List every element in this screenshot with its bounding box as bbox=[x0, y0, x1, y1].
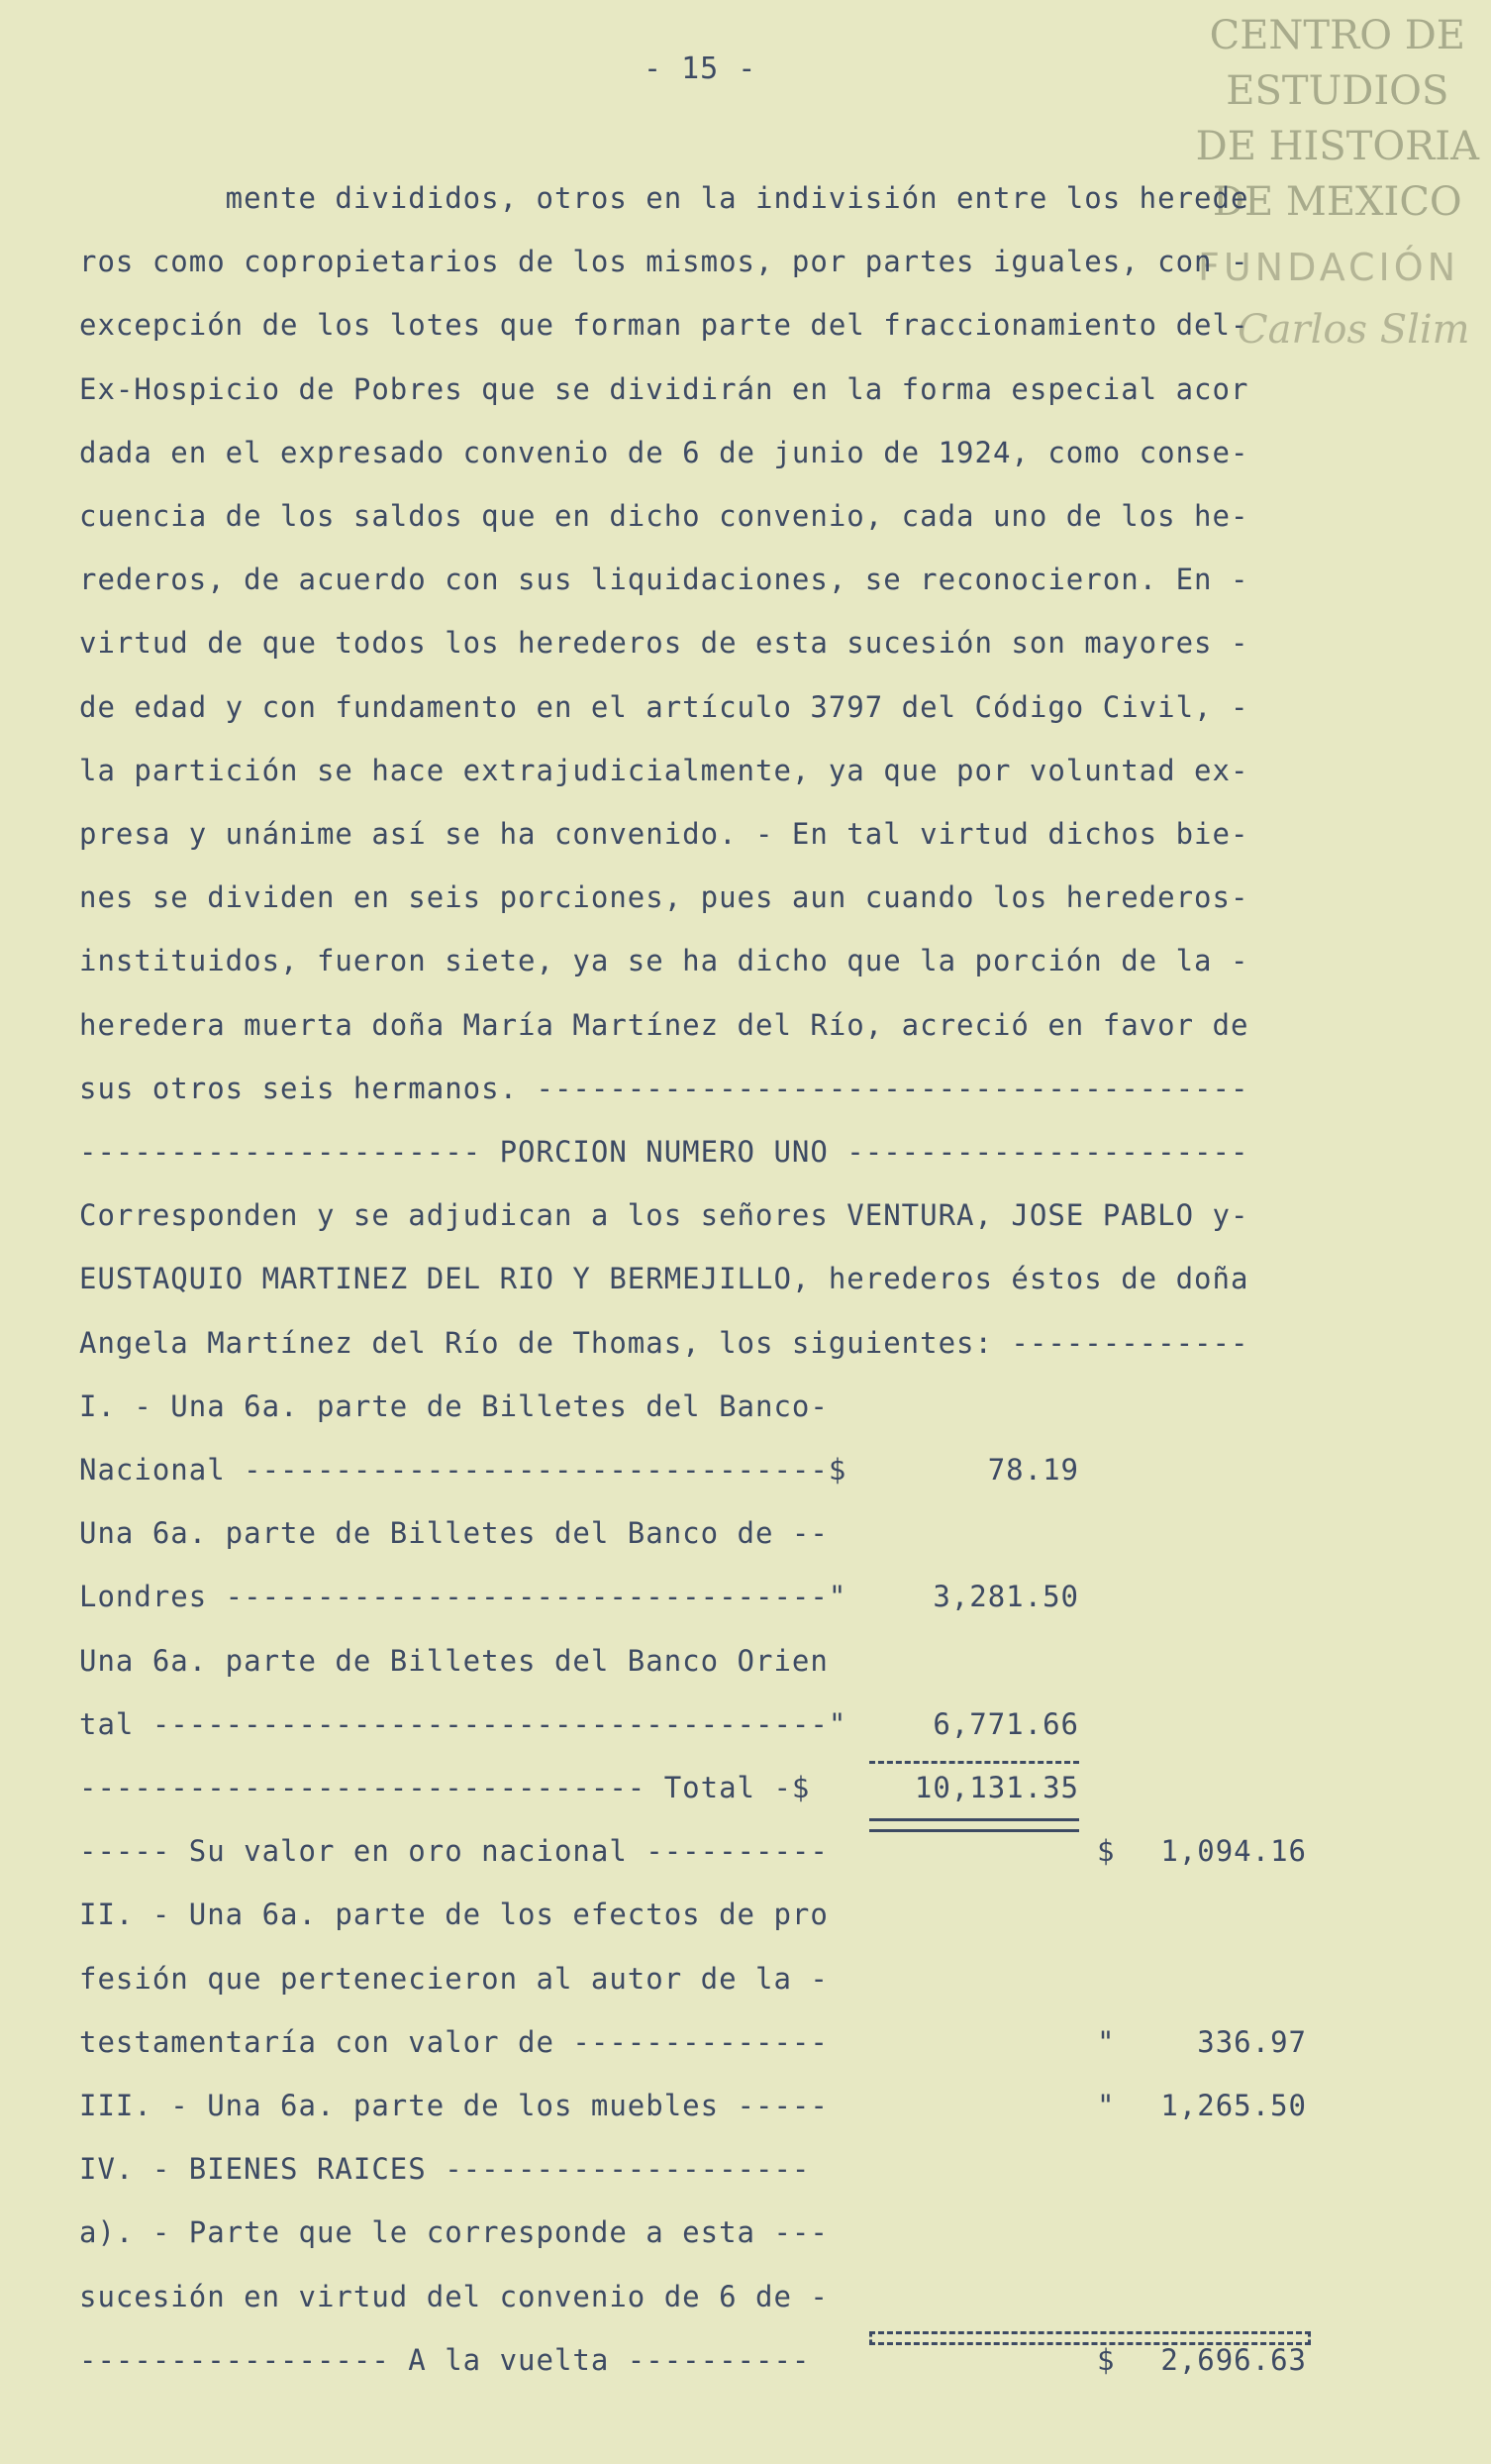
item-amount: 3,281.50 bbox=[933, 1580, 1079, 1614]
item-line: sucesión en virtud del convenio de 6 de - bbox=[79, 2279, 829, 2313]
item-amount: 10,131.35 bbox=[914, 1771, 1079, 1804]
body-line: rederos, de acuerdo con sus liquidaciones, se reconocieron. En - bbox=[79, 563, 1249, 597]
body-line: Angela Martínez del Río de Thomas, los siguientes: ------------- bbox=[79, 1325, 1249, 1360]
body-line: dada en el expresado convenio de 6 de junio de 1924, como conse- bbox=[79, 435, 1249, 469]
body-line: ---------------------- PORCION NUMERO UNO ---------------------- bbox=[79, 1135, 1249, 1169]
item-total-amount: 2,696.63 bbox=[1160, 2342, 1307, 2377]
item-amount: 78.19 bbox=[987, 1453, 1079, 1487]
item-line: II. - Una 6a. parte de los efectos de pro bbox=[79, 1898, 829, 1932]
body-line: mente divididos, otros en la indivisión entre los herede bbox=[79, 181, 1249, 215]
item-currency-mark: " bbox=[1097, 2024, 1116, 2059]
item-currency-mark: " bbox=[1097, 2089, 1116, 2122]
item-line: Nacional --------------------------------$ bbox=[79, 1453, 847, 1487]
item-total-amount: 1,265.50 bbox=[1160, 2089, 1307, 2122]
item-line: fesión que pertenecieron al autor de la - bbox=[79, 1961, 829, 1996]
item-line: ----- Su valor en oro nacional ---------- bbox=[79, 1834, 829, 1869]
body-line: cuencia de los saldos que en dicho convenio, cada uno de los he- bbox=[79, 499, 1249, 533]
subtotal-rule bbox=[869, 1761, 1079, 1764]
page-number: - 15 - bbox=[644, 51, 757, 86]
watermark-line: CENTRO DE bbox=[1209, 13, 1466, 58]
item-total-amount: 1,094.16 bbox=[1160, 1834, 1307, 1869]
item-amount: 6,771.66 bbox=[933, 1706, 1079, 1741]
item-currency-mark: $ bbox=[1097, 1834, 1116, 1869]
item-line: III. - Una 6a. parte de los muebles ----- bbox=[79, 2089, 829, 2122]
body-line: de edad y con fundamento en el artículo 3797 del Código Civil, - bbox=[79, 689, 1249, 724]
item-line: ------------------------------- Total -$ bbox=[79, 1771, 811, 1804]
total-double-rule bbox=[869, 1818, 1079, 1832]
signature-watermark: Carlos Slim bbox=[1238, 307, 1470, 353]
body-line: instituidos, fueron siete, ya se ha dicho que la porción de la - bbox=[79, 944, 1249, 978]
item-line: a). - Parte que le corresponde a esta --- bbox=[79, 2215, 829, 2250]
body-line: la partición se hace extrajudicialmente, ya que por voluntad ex- bbox=[79, 753, 1249, 787]
watermark-line: DE MEXICO bbox=[1212, 179, 1462, 225]
item-line: Una 6a. parte de Billetes del Banco Orien bbox=[79, 1643, 829, 1678]
body-line: nes se dividen en seis porciones, pues aun cuando los herederos- bbox=[79, 880, 1249, 915]
watermark-line: DE HISTORIA bbox=[1195, 124, 1479, 169]
body-line: excepción de los lotes que forman parte del fraccionamiento del- bbox=[79, 308, 1249, 343]
watermark-line: ESTUDIOS bbox=[1226, 68, 1449, 114]
running-total-double-rule bbox=[869, 2331, 1311, 2345]
body-line: presa y unánime así se ha convenido. - En tal virtud dichos bie- bbox=[79, 817, 1249, 851]
item-total-amount: 336.97 bbox=[1197, 2024, 1307, 2059]
foundation-watermark: FUNDACIÓN bbox=[1198, 246, 1460, 289]
item-line: IV. - BIENES RAICES -------------------- bbox=[79, 2152, 811, 2187]
item-line: ----------------- A la vuelta ---------- bbox=[79, 2342, 811, 2377]
body-line: Corresponden y se adjudican a los señores VENTURA, JOSE PABLO y- bbox=[79, 1198, 1249, 1233]
item-line: Una 6a. parte de Billetes del Banco de -- bbox=[79, 1516, 829, 1551]
body-line: Ex-Hospicio de Pobres que se dividirán en la forma especial acor bbox=[79, 371, 1249, 406]
body-line: ros como copropietarios de los mismos, por partes iguales, con - bbox=[79, 245, 1249, 279]
body-line: heredera muerta doña María Martínez del Río, acreció en favor de bbox=[79, 1007, 1249, 1042]
body-line: EUSTAQUIO MARTINEZ DEL RIO Y BERMEJILLO, herederos éstos de doña bbox=[79, 1262, 1249, 1296]
body-line: virtud de que todos los herederos de esta sucesión son mayores - bbox=[79, 626, 1249, 661]
item-line: Londres ---------------------------------" bbox=[79, 1580, 847, 1614]
item-line: tal -------------------------------------" bbox=[79, 1706, 847, 1741]
item-line: I. - Una 6a. parte de Billetes del Banco- bbox=[79, 1388, 829, 1423]
item-line: testamentaría con valor de -------------- bbox=[79, 2024, 829, 2059]
body-line: sus otros seis hermanos. --------------------------------------- bbox=[79, 1071, 1249, 1105]
item-currency-mark: $ bbox=[1097, 2342, 1116, 2377]
